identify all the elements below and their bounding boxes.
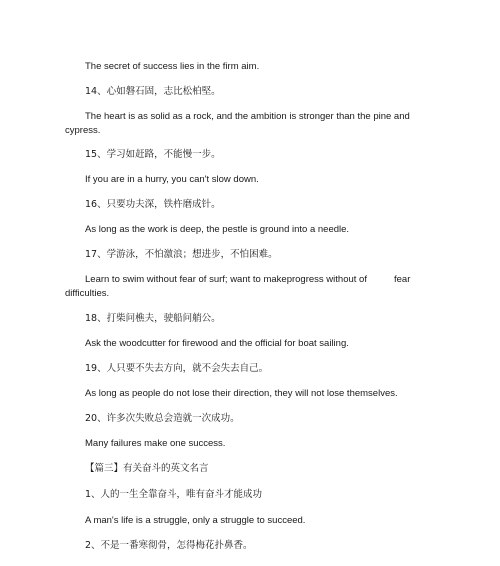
- text-line-en: A man's life is a struggle, only a struggle to succeed.: [85, 515, 306, 526]
- text-line-en: The secret of success lies in the firm aim.: [85, 61, 260, 72]
- text-line-en: Learn to swim without fear of surf; want to makeprogress without of: [85, 274, 367, 285]
- text-line-zh: 18、打柴问樵夫，驶船问艄公。: [85, 313, 221, 324]
- text-line-en: As long as the work is deep, the pestle is ground into a needle.: [85, 224, 350, 235]
- text-line-en-continued: cypress.: [65, 125, 101, 136]
- text-line-zh: 17、学游泳，不怕激浪；想进步，不怕困难。: [85, 249, 278, 260]
- text-line-en: Many failures make one success.: [85, 438, 226, 449]
- text-line-en: The heart is as solid as a rock, and the ambition is stronger than the pine and: [85, 111, 410, 122]
- text-line-en: Ask the woodcutter for firewood and the official for boat sailing.: [85, 338, 349, 349]
- text-line-zh: 14、心如磐石固，志比松柏堅。: [85, 86, 221, 97]
- text-line-zh: 15、学习如赶路，不能慢一步。: [85, 149, 221, 160]
- section-heading: 【篇三】有关奋斗的英文名言: [85, 463, 209, 474]
- text-line-en: As long as people do not lose their direction, they will not lose themselves.: [85, 388, 398, 399]
- text-line-zh: 16、只要功夫深，铁杵磨成针。: [85, 199, 221, 210]
- text-line-zh: 19、人只要不失去方向，就不会失去自己。: [85, 363, 269, 374]
- text-line-zh: 2、不是一番寒彻骨，怎得梅花扑鼻香。: [85, 540, 253, 551]
- text-line-zh: 20、许多次失败总会造就一次成功。: [85, 413, 240, 424]
- text-line-en-fragment: fear: [394, 274, 411, 285]
- text-line-en: If you are in a hurry, you can't slow down.: [85, 174, 259, 185]
- text-line-en-continued: difficulties.: [65, 288, 110, 299]
- text-line-zh: 1、人的一生全靠奋斗，唯有奋斗才能成功: [85, 489, 263, 500]
